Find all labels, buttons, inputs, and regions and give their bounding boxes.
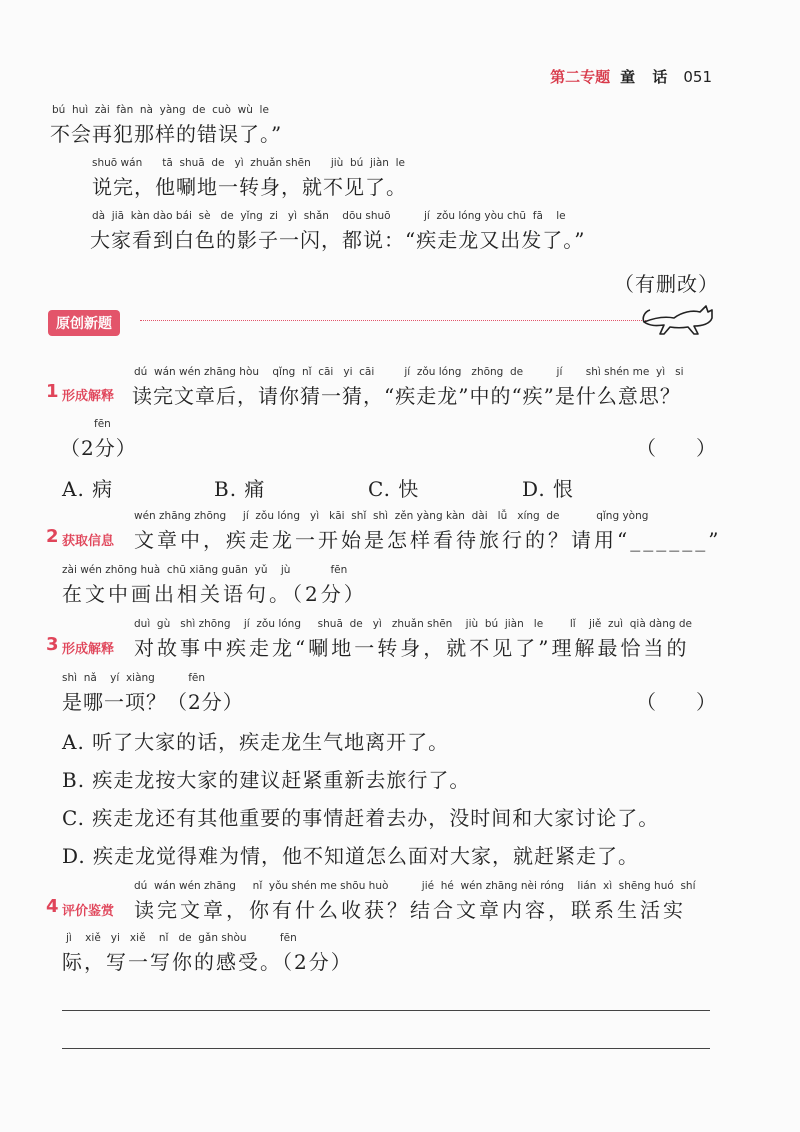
- q4-tag: 评价鉴赏: [62, 904, 115, 919]
- q3-number: 3: [46, 634, 59, 655]
- q3-text: 对故事中疾走龙“唰地一转身，就不见了”理解最恰当的: [134, 636, 690, 660]
- q3-pinyin: duì gù shì zhōng jí zǒu lóng shuā de yì zhuǎn shēn jiù bú jiàn le lǐ jiě zuì qià dàng de: [134, 618, 693, 630]
- chapter-label: 童 话: [620, 68, 674, 86]
- story-line-3: 大家看到白色的影子一闪，都说：“疾走龙又出发了。”: [90, 228, 586, 252]
- q3-text-2: 是哪一项？（2分）: [62, 690, 244, 714]
- story-pinyin-2: shuō wán tā shuā de yì zhuǎn shēn jiù bú jiàn le: [92, 157, 405, 169]
- q3-option-b[interactable]: B. 疾走龙按大家的建议赶紧重新去旅行了。: [62, 768, 471, 792]
- q1-option-b[interactable]: B. 痛: [214, 477, 266, 501]
- q1-option-a[interactable]: A. 病: [62, 477, 114, 501]
- topic-label: 第二专题: [550, 68, 611, 86]
- answer-line-2[interactable]: [62, 1048, 710, 1049]
- q3-option-d[interactable]: D. 疾走龙觉得难为情，他不知道怎么面对大家，就赶紧走了。: [62, 844, 640, 868]
- page-header: [550, 66, 712, 87]
- q2-pinyin-2: zài wén zhōng huà chū xiāng guān yǔ jù fēn: [62, 564, 348, 576]
- q1-answer-blank[interactable]: （ ）: [636, 436, 716, 460]
- q1-score: （2分）: [60, 436, 137, 460]
- q2-text-2: 在文中画出相关语句。（2分）: [62, 582, 367, 606]
- cat-icon: [640, 298, 720, 338]
- q1-pinyin-2: fēn: [94, 418, 111, 430]
- q1-pinyin: dú wán wén zhāng hòu qǐng nǐ cāi yi cāi jí zǒu lóng zhōng de jí shì shén me yì si: [134, 366, 684, 378]
- q3-option-c[interactable]: C. 疾走龙还有其他重要的事情赶着去办，没时间和大家讨论了。: [62, 806, 660, 830]
- q3-option-a[interactable]: A. 听了大家的话，疾走龙生气地离开了。: [62, 730, 450, 754]
- q3-tag: 形成解释: [62, 642, 115, 657]
- q4-pinyin-2: jì xiě yi xiě nǐ de gǎn shòu fēn: [66, 932, 297, 944]
- q2-tag: 获取信息: [62, 534, 115, 549]
- q1-option-d[interactable]: D. 恨: [522, 477, 575, 501]
- q2-pinyin: wén zhāng zhōng jí zǒu lóng yì kāi shǐ shì zěn yàng kàn dài lǚ xíng de qǐng yòng: [134, 510, 649, 522]
- story-pinyin-1: bú huì zài fàn nà yàng de cuò wù le: [52, 104, 269, 116]
- q2-number: 2: [46, 526, 59, 547]
- section-title: 原创新题: [48, 310, 120, 336]
- q1-number: 1: [46, 381, 59, 402]
- q2-text: 文章中，疾走龙一开始是怎样看待旅行的？请用“______”: [134, 528, 722, 552]
- story-line-1: 不会再犯那样的错误了。”: [50, 122, 283, 146]
- q1-option-c[interactable]: C. 快: [368, 477, 420, 501]
- q1-tag: 形成解释: [62, 389, 115, 404]
- q4-pinyin: dú wán wén zhāng nǐ yǒu shén me shōu huò jié hé wén zhāng nèi róng lián xì shēng huó shí: [134, 880, 696, 892]
- answer-line-1[interactable]: [62, 1010, 710, 1011]
- story-pinyin-3: dà jiā kàn dào bái sè de yǐng zi yì shǎn dōu shuō jí zǒu lóng yòu chū fā le: [92, 210, 566, 222]
- q4-text: 读完文章，你有什么收获？结合文章内容，联系生活实: [134, 898, 686, 922]
- page-number: 051: [683, 68, 712, 86]
- story-line-2: 说完，他唰地一转身，就不见了。: [92, 175, 407, 199]
- q1-text: 读完文章后，请你猜一猜，“疾走龙”中的“疾”是什么意思？: [132, 384, 681, 408]
- q4-text-2: 际，写一写你的感受。（2分）: [62, 950, 353, 974]
- q3-pinyin-2: shì nǎ yí xiàng fēn: [62, 672, 206, 684]
- q3-answer-blank[interactable]: （ ）: [636, 690, 716, 714]
- section-divider: [140, 320, 650, 321]
- source-note: （有删改）: [614, 272, 719, 296]
- q4-number: 4: [46, 896, 59, 917]
